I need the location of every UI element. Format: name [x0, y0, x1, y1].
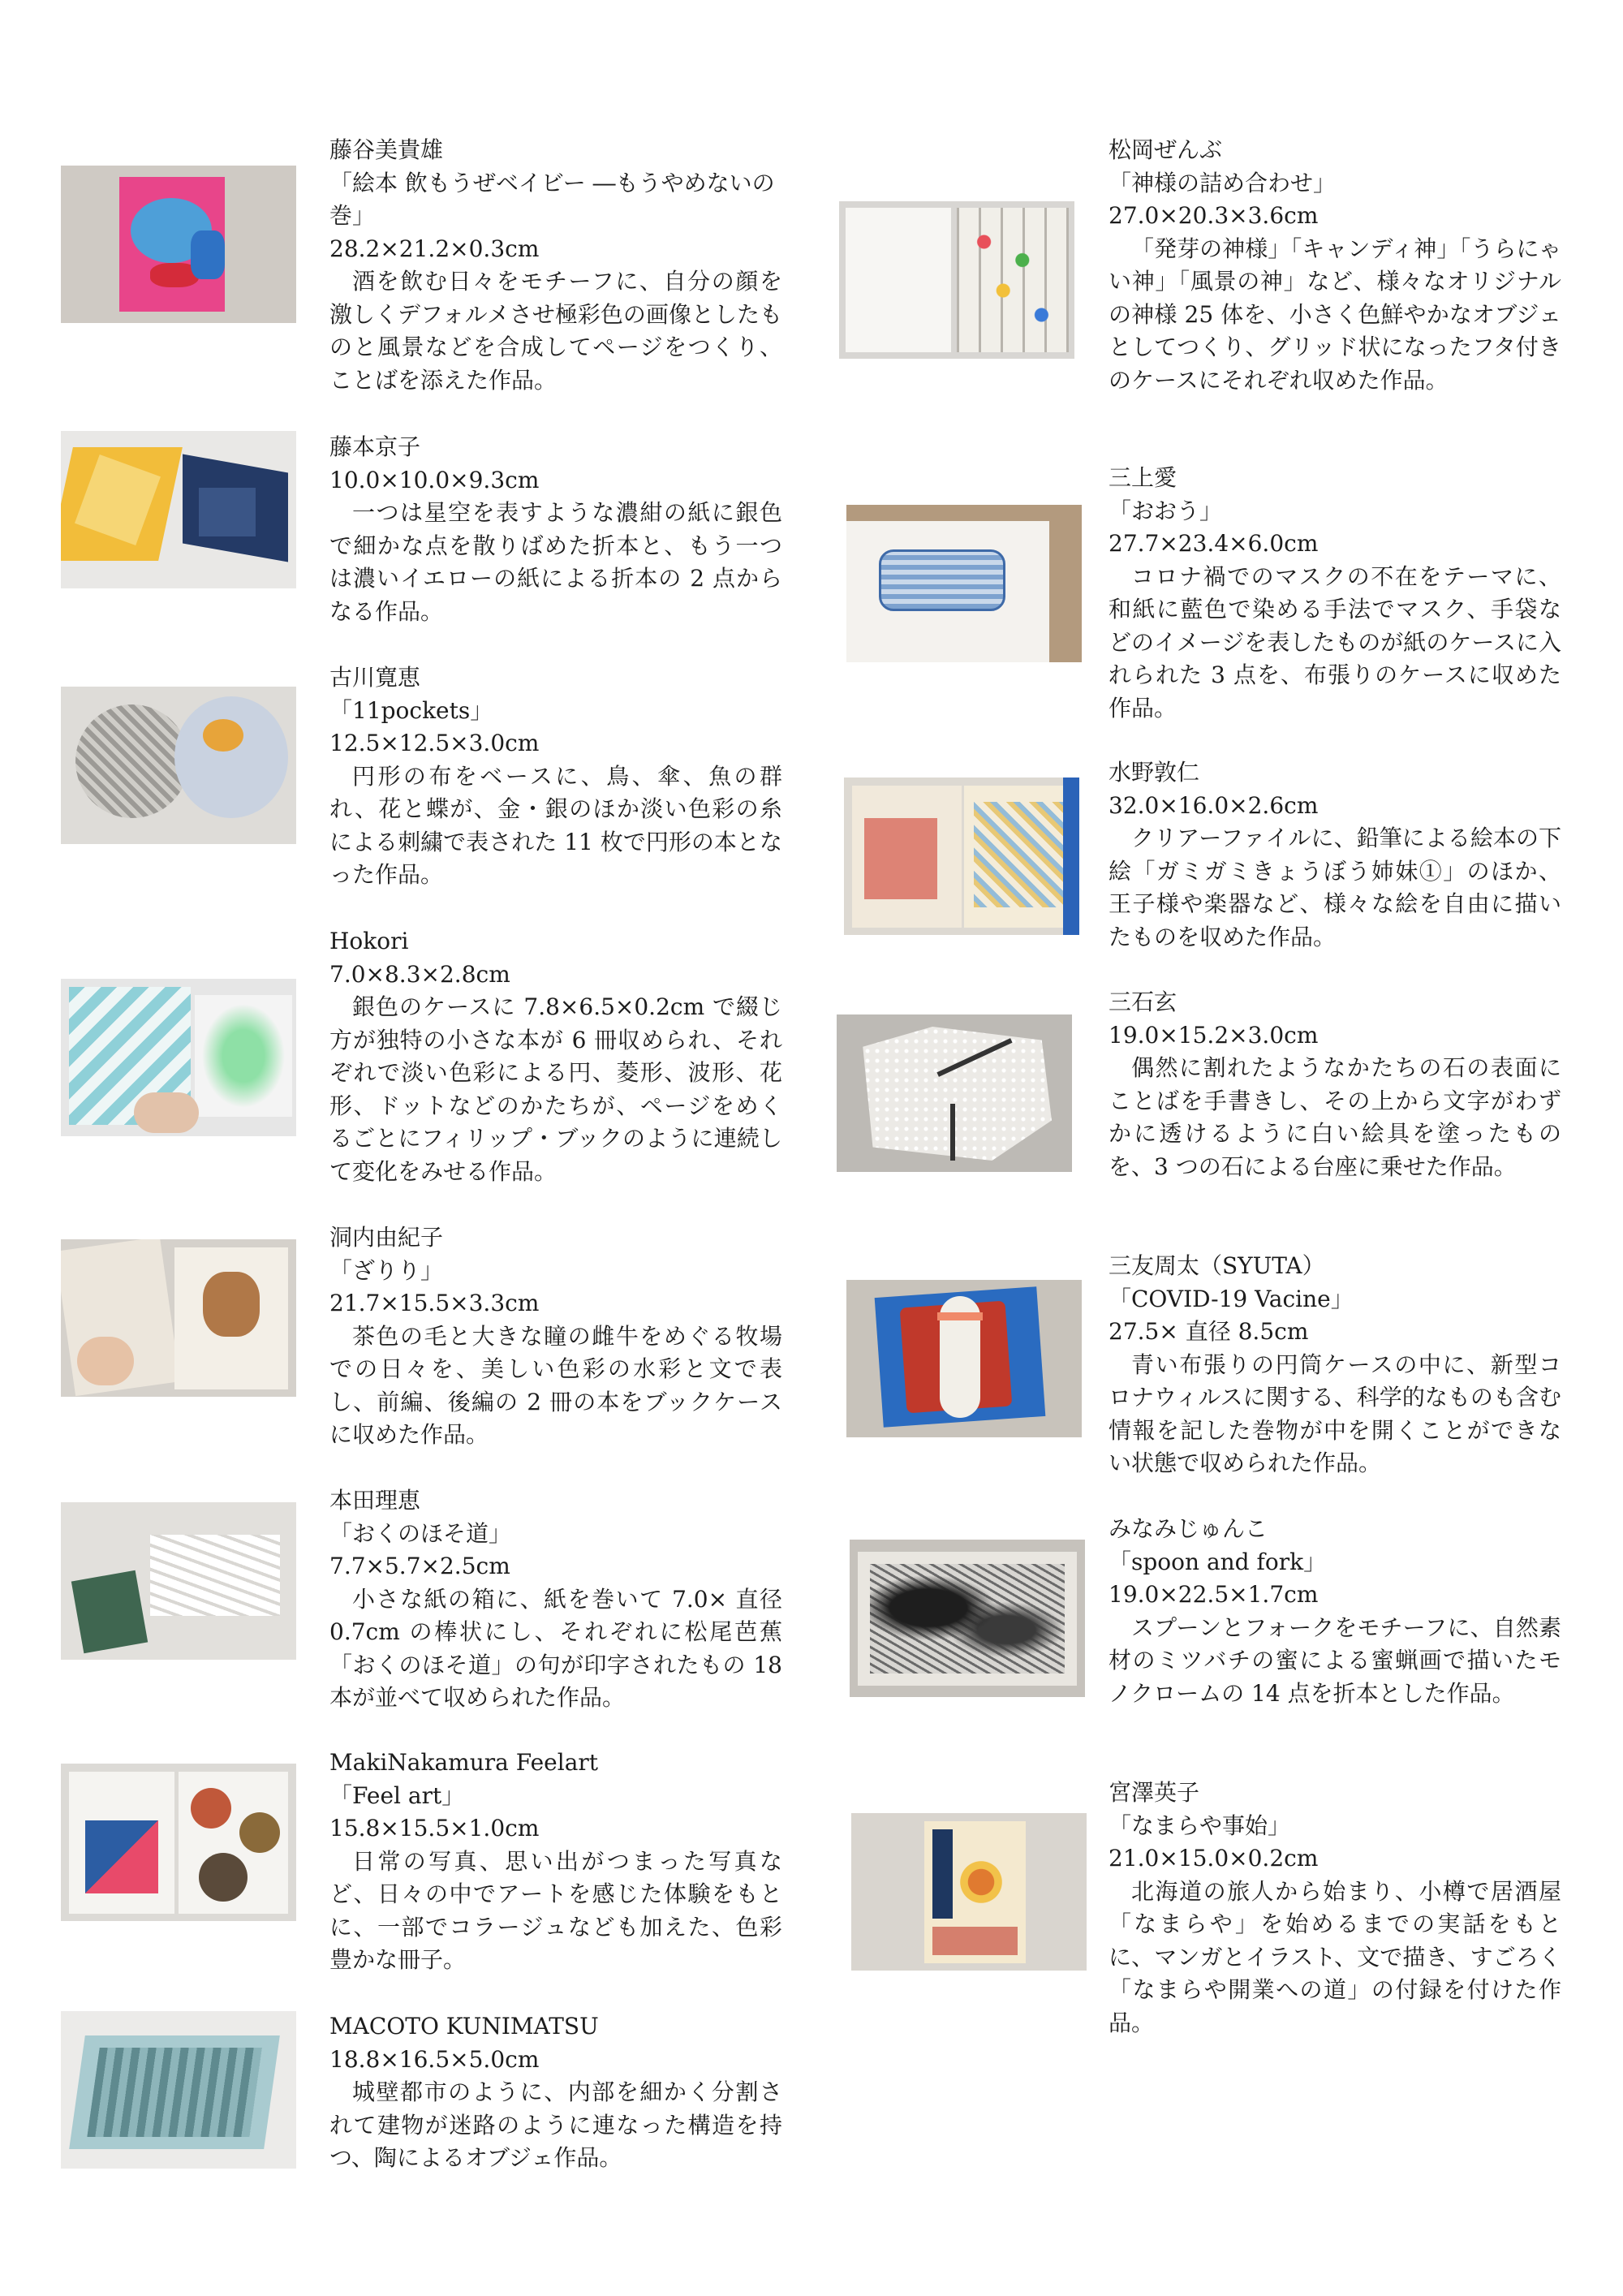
- work-description: 「発芽の神様」「キャンディ神」「うらにゃい神」「風景の神」など、様々なオリジナルの神様 25 体を、小さく色鮮やかなオブジェとしてつくり、グリッド状になったフタ付きのケースにそれぞれ収めた作品。: [1109, 235, 1561, 394]
- artist-name: 三石玄: [1109, 989, 1177, 1015]
- entry-text: [1109, 1250, 1561, 1480]
- artist-name: 本田理恵: [329, 1487, 421, 1514]
- artist-name: 藤谷美貴雄: [329, 136, 444, 163]
- collage-book-photo: [61, 1764, 296, 1921]
- folded-paper-photo: [61, 431, 296, 588]
- artist-name: 洞内由紀子: [329, 1224, 444, 1251]
- entry-text: [329, 661, 782, 892]
- paper-scrolls-photo: [61, 1502, 296, 1660]
- clear-file-photo: [844, 778, 1079, 935]
- work-description: 円形の布をベースに、鳥、傘、魚の群れ、花と蝶が、金・銀のほか淡い色彩の糸による刺繍で表された 11 枚で円形の本となった作品。: [329, 762, 782, 888]
- work-description: 日常の写真、思い出がつまった写真など、日々の中でアートを感じた体験をもとに、一部でコラージュなども加えた、色彩豊かな冊子。: [329, 1847, 782, 1973]
- work-description: 偶然に割れたようなかたちの石の表面にことばを手書きし、その上から文字がわずかに透けるように白い絵具を塗ったものを、3 つの石による台座に乗せた作品。: [1109, 1054, 1561, 1180]
- work-title: 「おくのほそ道」: [329, 1519, 512, 1547]
- entry-text: [329, 134, 782, 397]
- artist-name: 宮澤英子: [1109, 1779, 1200, 1806]
- entry-text: [329, 1747, 782, 1977]
- work-size: 21.0×15.0×0.2cm: [1109, 1845, 1319, 1872]
- entry-text: [1109, 462, 1561, 725]
- work-size: 12.5×12.5×3.0cm: [329, 730, 540, 756]
- entry-text: [329, 925, 782, 1188]
- work-size: 7.0×8.3×2.8cm: [329, 960, 510, 988]
- work-description: 一つは星空を表すような濃紺の紙に銀色で細かな点を散りばめた折本と、もう一つは濃いイエローの紙による折本の 2 点からなる作品。: [329, 499, 782, 625]
- round-fabric-book-photo: [61, 687, 296, 844]
- mask-drawing-photo: [846, 505, 1082, 662]
- stone-photo: [837, 1014, 1072, 1172]
- work-description: クリアーファイルに、鉛筆による絵本の下絵「ガミガミきょうぼう姉妹①」のほか、王子様や楽器など、様々な絵を自由に描いたものを収めた作品。: [1109, 825, 1561, 950]
- work-description: 城壁都市のように、内部を細かく分割されて建物が迷路のように連なった構造を持つ、陶によるオブジェ作品。: [329, 2078, 782, 2171]
- picture-book-photo: [61, 1239, 296, 1397]
- work-size: 32.0×16.0×2.6cm: [1109, 791, 1319, 819]
- artist-name: 松岡ぜんぶ: [1109, 136, 1223, 163]
- cylinder-case-photo: [846, 1280, 1082, 1437]
- work-size: 21.7×15.5×3.3cm: [329, 1290, 540, 1316]
- ceramic-city-photo: [61, 2011, 296, 2169]
- artist-name: Hokori: [329, 928, 409, 954]
- work-size: 27.0×20.3×3.6cm: [1109, 202, 1319, 229]
- entry-text: [1109, 1513, 1561, 1710]
- work-title: 「spoon and fork」: [1109, 1548, 1327, 1575]
- entry-text: [1109, 756, 1561, 954]
- entry-text: [329, 2010, 782, 2175]
- work-size: 15.8×15.5×1.0cm: [329, 1815, 540, 1842]
- work-description: スプーンとフォークをモチーフに、自然素材のミツバチの蜜による蜜蝋画で描いたモノクロームの 14 点を折本とした作品。: [1109, 1613, 1561, 1707]
- artist-name: 三友周太（SYUTA）: [1109, 1252, 1325, 1279]
- artist-name: 古川寛恵: [329, 664, 421, 691]
- beeswax-print-photo: [850, 1540, 1085, 1697]
- book-cover-photo: [61, 166, 296, 323]
- work-title: 「おおう」: [1109, 497, 1223, 524]
- entry-text: [1109, 986, 1561, 1183]
- flip-book-photo: [61, 979, 296, 1136]
- artist-name: 藤本京子: [329, 433, 421, 460]
- artist-name: 水野敦仁: [1109, 759, 1200, 786]
- work-description: 銀色のケースに 7.8×6.5×0.2cm で綴じ方が独特の小さな本が 6 冊収められ、それぞれで淡い色彩による円、菱形、波形、花形、ドットなどのかたちが、ページをめくるごとにフィリップ・ブックのように連続して変化をみせる作品。: [329, 993, 782, 1185]
- work-description: コロナ禍でのマスクの不在をテーマに、和紙に藍色で染める手法でマスク、手袋などのイメージを表したものが紙のケースに入れられた 3 点を、布張りのケースに収めた作品。: [1109, 562, 1561, 722]
- entry-text: [1109, 134, 1561, 397]
- work-size: 10.0×10.0×9.3cm: [329, 466, 540, 493]
- work-title: 「神様の詰め合わせ」: [1109, 169, 1337, 196]
- work-title: 「絵本 飲もうぜベイビー ―もうやめないの巻」: [329, 169, 775, 229]
- work-size: 19.0×22.5×1.7cm: [1109, 1581, 1319, 1608]
- artist-name: MakiNakamura Feelart: [329, 1749, 599, 1776]
- entry-text: [329, 1484, 782, 1715]
- work-description: 小さな紙の箱に、紙を巻いて 7.0× 直径 0.7cm の棒状にし、それぞれに松尾芭蕉「おくのほそ道」の句が印字されたもの 18 本が並べて収められた作品。: [329, 1585, 782, 1711]
- work-size: 19.0×15.2×3.0cm: [1109, 1021, 1319, 1049]
- entry-text: [329, 431, 782, 628]
- work-description: 酒を飲む日々をモチーフに、自分の顔を激しくデフォルメさせ極彩色の画像としたものと風景などを合成してページをつくり、ことばを添えた作品。: [329, 268, 782, 394]
- entry-text: [329, 1221, 782, 1452]
- work-title: 「11pockets」: [329, 696, 493, 724]
- work-size: 28.2×21.2×0.3cm: [329, 235, 540, 262]
- work-size: 7.7×5.7×2.5cm: [329, 1553, 510, 1579]
- work-title: 「Feel art」: [329, 1781, 465, 1809]
- work-title: 「なまらや事始」: [1109, 1811, 1291, 1839]
- manga-book-photo: [851, 1813, 1087, 1971]
- work-description: 北海道の旅人から始まり、小樽で居酒屋「なまらや」を始めるまでの実話をもとに、マンガとイラスト、文で描き、すごろく「なまらや開業への道」の付録を付けた作品。: [1109, 1877, 1561, 2036]
- work-description: 茶色の毛と大きな瞳の雌牛をめぐる牧場での日々を、美しい色彩の水彩と文で表し、前編、後編の 2 冊の本をブックケースに収めた作品。: [329, 1322, 782, 1448]
- work-size: 27.5× 直径 8.5cm: [1109, 1318, 1309, 1345]
- artist-name: MACOTO KUNIMATSU: [329, 2013, 599, 2040]
- work-size: 18.8×16.5×5.0cm: [329, 2045, 540, 2073]
- work-title: 「COVID-19 Vacine」: [1109, 1285, 1354, 1312]
- work-description: 青い布張りの円筒ケースの中に、新型コロナウィルスに関する、科学的なものも含む情報を記した巻物が中を開くことができない状態で収められた作品。: [1109, 1350, 1561, 1476]
- work-size: 27.7×23.4×6.0cm: [1109, 530, 1319, 557]
- work-title: 「ざりり」: [329, 1256, 444, 1284]
- gods-box-photo: [839, 201, 1074, 359]
- artist-name: みなみじゅんこ: [1109, 1515, 1268, 1542]
- artist-name: 三上愛: [1109, 464, 1177, 491]
- entry-text: [1109, 1777, 1561, 2040]
